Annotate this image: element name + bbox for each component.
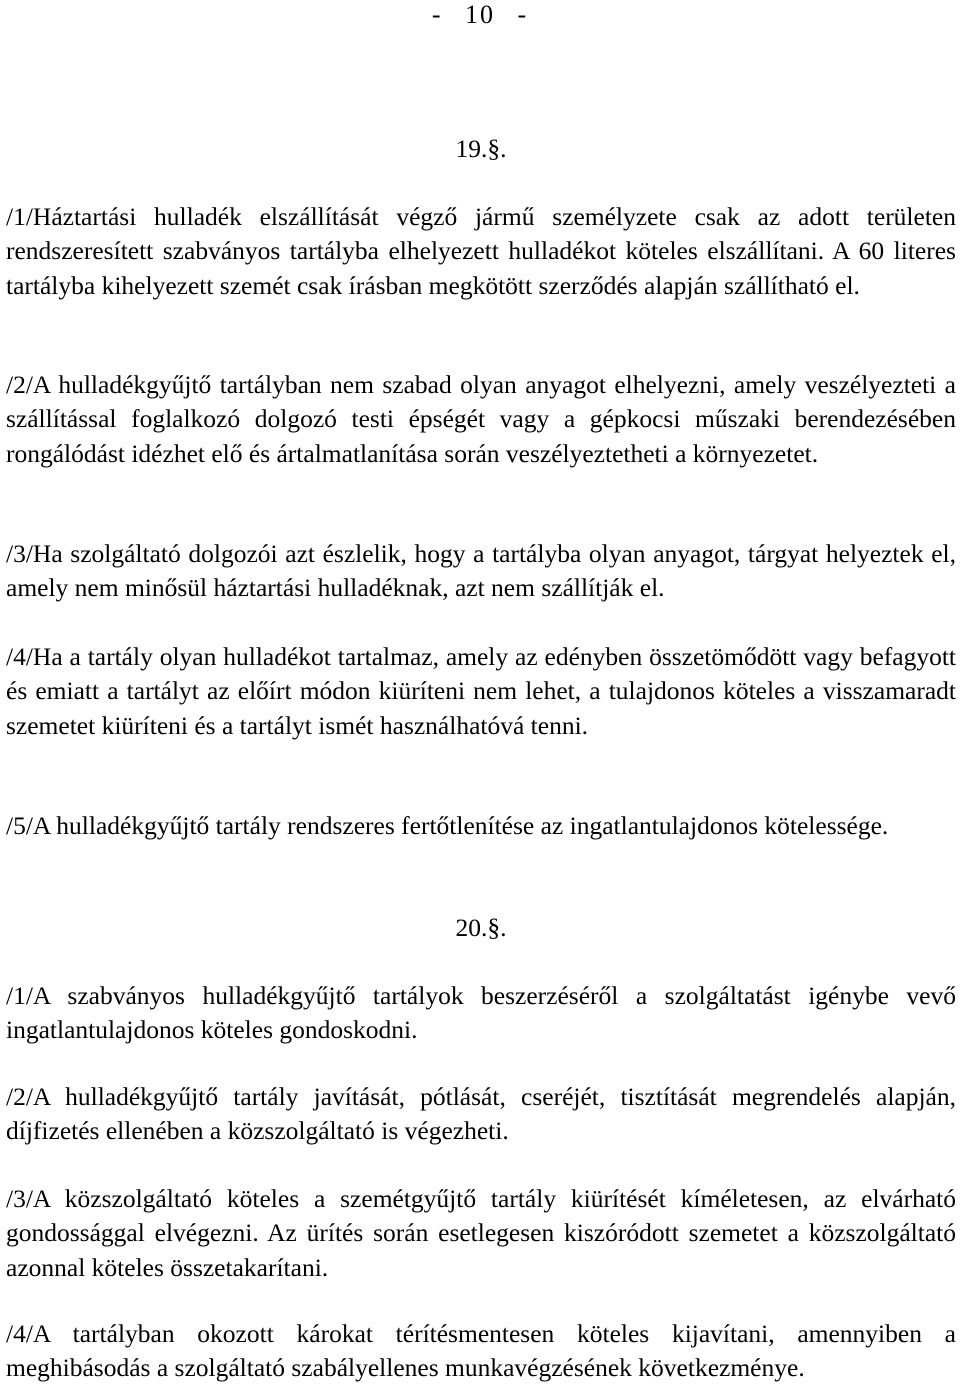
- paragraph: /4/A tartályban okozott károkat térítésmentesen köteles kijavítani, amennyiben a meghibásodás a szolgáltató szabályellenes munkavégzésének következménye.: [6, 1319, 956, 1383]
- section-title: 20.§.: [455, 913, 507, 942]
- paragraph: /1/A szabványos hulladékgyűjtő tartályok beszerzéséről a szolgáltatást igénybe vevő ingatlantulajdonos köteles gondoskodni.: [6, 981, 956, 1045]
- paragraph: /1/Háztartási hulladék elszállítását végző jármű személyzete csak az adott területen rendszeresített szabványos tartályba elhelyezett hulladékot köteles elszállítani. A 60 literes tartályba kihelyezett szemét csak írásban megkötött szerződés alapján szállítható el.: [6, 202, 956, 300]
- paragraph: /2/A hulladékgyűjtő tartályban nem szabad olyan anyagot elhelyezni, amely veszélyezteti a szállítással foglalkozó dolgozó testi épségét vagy a gépkocsi műszaki berendezésében rongálódást idézhet elő és ártalmatlanítása során veszélyeztetheti a környezetet.: [6, 370, 956, 468]
- paragraph: /5/A hulladékgyűjtő tartály rendszeres fertőtlenítése az ingatlantulajdonos kötelessége.: [6, 811, 889, 840]
- page-number: - 10 -: [431, 0, 529, 29]
- paragraph: /2/A hulladékgyűjtő tartály javítását, pótlását, cseréjét, tisztítását megrendelés alapján, díjfizetés ellenében a közszolgáltató is végezheti.: [6, 1082, 956, 1146]
- paragraph: /3/Ha szolgáltató dolgozói azt észlelik, hogy a tartályba olyan anyagot, tárgyat helyeztek el, amely nem minősül háztartási hulladéknak, azt nem szállítják el.: [6, 539, 956, 603]
- paragraph: /4/Ha a tartály olyan hulladékot tartalmaz, amely az edényben összetömődött vagy befagyott és emiatt a tartályt az előírt módon kiüríteni nem lehet, a tulajdonos köteles a visszamaradt szemetet kiüríteni és a tartályt ismét használhatóvá tenni.: [6, 642, 956, 740]
- section-title: 19.§.: [455, 134, 507, 163]
- paragraph: /3/A közszolgáltató köteles a szemétgyűjtő tartály kiürítését kíméletesen, az elvárható gondossággal elvégezni. Az ürítés során esetlegesen kiszóródott szemetet a közszolgáltató azonnal köteles összetakarítani.: [6, 1184, 956, 1282]
